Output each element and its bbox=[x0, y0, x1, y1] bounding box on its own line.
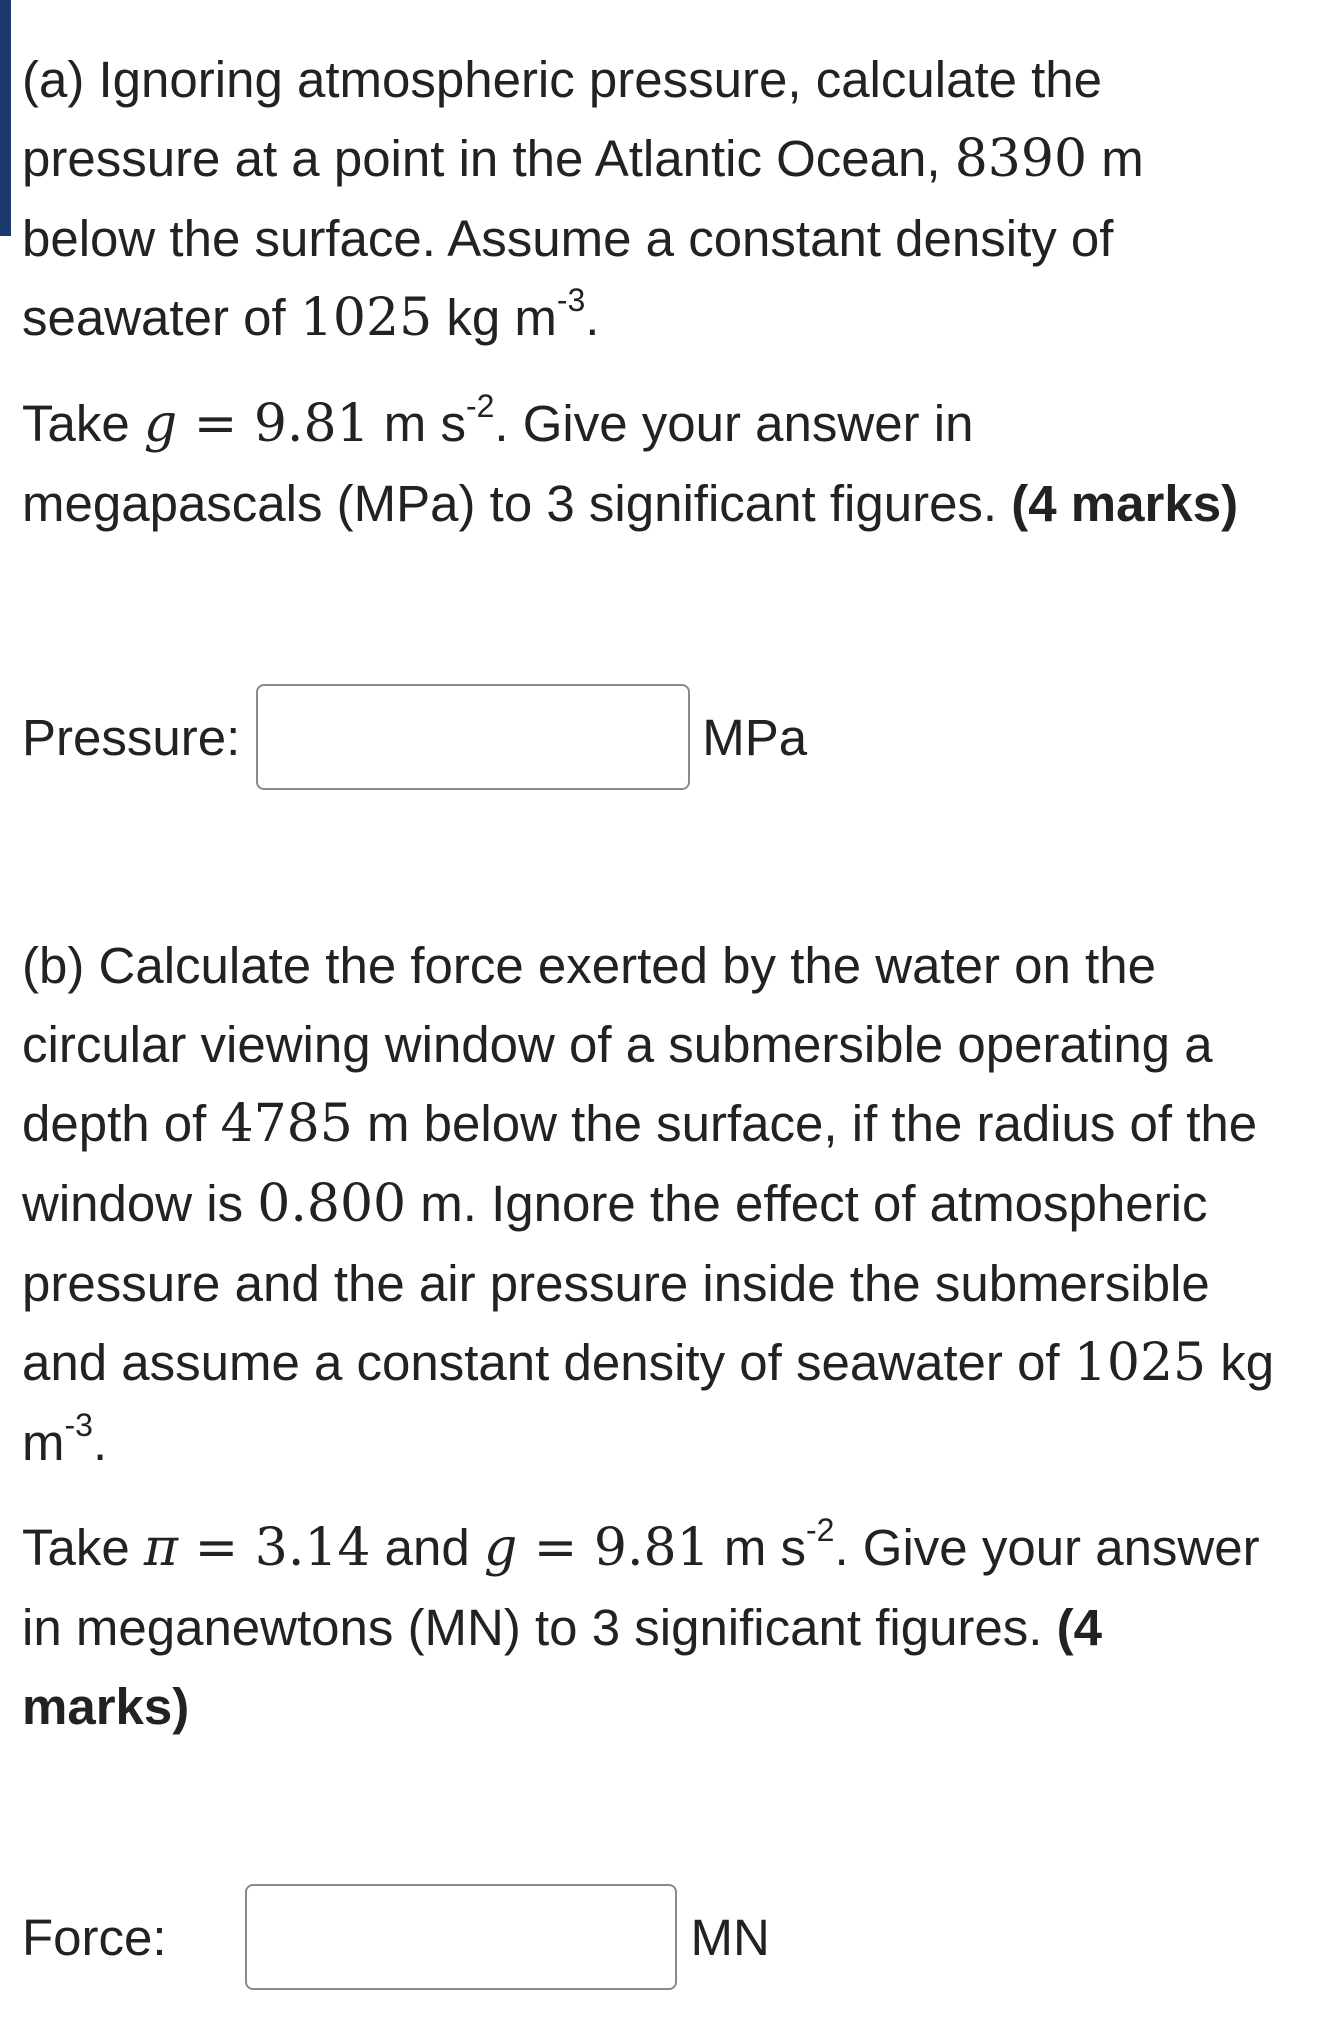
g-symbol: g bbox=[483, 1518, 518, 1578]
density-exponent: -3 bbox=[556, 282, 586, 318]
part-b-text: and bbox=[370, 1519, 484, 1576]
equals-sign: = bbox=[178, 1518, 255, 1578]
density-value: 1025 bbox=[1073, 1333, 1207, 1393]
part-a-line-4 bbox=[22, 278, 1312, 358]
part-b-text: (b) Calculate the force exerted by the water on the bbox=[22, 937, 1156, 994]
part-a-line-6 bbox=[22, 464, 1312, 543]
accent-bar bbox=[0, 0, 11, 236]
marks-label: (4 bbox=[1056, 1599, 1102, 1656]
part-b-text: in meganewtons (MN) to 3 significant figures. bbox=[22, 1599, 1057, 1656]
density-exponent: -3 bbox=[64, 1407, 93, 1443]
marks-label: (4 marks) bbox=[1011, 475, 1239, 532]
part-b-line-2 bbox=[22, 1005, 1322, 1084]
density-unit: m bbox=[22, 1414, 65, 1471]
equals-sign: = bbox=[517, 1518, 594, 1578]
part-a-text: seawater of bbox=[22, 289, 300, 346]
g-symbol: g bbox=[143, 394, 178, 454]
part-b-text: window is bbox=[22, 1175, 258, 1232]
pi-symbol: π bbox=[143, 1518, 179, 1578]
depth-value: 4785 bbox=[220, 1094, 353, 1154]
force-answer-row bbox=[22, 1884, 770, 1990]
g-value: 9.81 bbox=[253, 394, 370, 454]
pressure-input[interactable] bbox=[256, 684, 690, 790]
part-b-line-7 bbox=[22, 1403, 1322, 1482]
g-unit: m s bbox=[709, 1519, 806, 1576]
g-value: 9.81 bbox=[593, 1518, 710, 1578]
force-unit: MN bbox=[690, 1908, 770, 1966]
part-b-line-6 bbox=[22, 1323, 1322, 1403]
pressure-unit: MPa bbox=[702, 708, 808, 766]
part-a-line-5 bbox=[22, 384, 1312, 464]
equals-sign: = bbox=[177, 394, 254, 454]
density-unit: kg m bbox=[432, 289, 557, 346]
part-b-text: m below the surface, if the radius of the bbox=[352, 1095, 1258, 1152]
density-unit: kg bbox=[1206, 1334, 1275, 1391]
part-b-text: pressure and the air pressure inside the submersible bbox=[22, 1255, 1210, 1312]
force-label: Force: bbox=[22, 1908, 167, 1966]
part-b-line-8 bbox=[22, 1508, 1322, 1588]
part-b-text: depth of bbox=[22, 1095, 221, 1152]
part-b-text: m. Ignore the effect of atmospheric bbox=[406, 1175, 1208, 1232]
part-b-line-1 bbox=[22, 926, 1322, 1005]
depth-value: 8390 bbox=[954, 129, 1088, 189]
pressure-label: Pressure: bbox=[22, 708, 241, 766]
g-unit: m s bbox=[369, 395, 466, 452]
g-exponent: -2 bbox=[465, 388, 495, 424]
part-b-line-9 bbox=[22, 1588, 1322, 1667]
depth-unit: m bbox=[1087, 130, 1144, 187]
marks-label: marks) bbox=[22, 1678, 190, 1735]
pi-value: 3.14 bbox=[254, 1518, 371, 1578]
part-b-text: . Give your answer bbox=[834, 1519, 1260, 1576]
part-a-line-3 bbox=[22, 199, 1312, 278]
part-a-line-2 bbox=[22, 119, 1312, 199]
part-b-question bbox=[22, 926, 1322, 1746]
pressure-answer-row bbox=[22, 684, 807, 790]
part-b-text: Take bbox=[22, 1519, 144, 1576]
part-a-text: megapascals (MPa) to 3 significant figures. bbox=[22, 475, 1012, 532]
part-a-text: Take bbox=[22, 395, 144, 452]
density-value: 1025 bbox=[299, 288, 433, 348]
part-a-line-1 bbox=[22, 40, 1312, 119]
part-a-text: . Give your answer in bbox=[494, 395, 974, 452]
g-exponent: -2 bbox=[806, 1512, 835, 1548]
radius-value: 0.800 bbox=[257, 1174, 407, 1234]
part-a-text: pressure at a point in the Atlantic Ocean, bbox=[22, 130, 955, 187]
part-a-text: below the surface. Assume a constant density of bbox=[22, 210, 1114, 267]
punctuation: . bbox=[585, 289, 600, 346]
part-b-text: circular viewing window of a submersible operating a bbox=[22, 1016, 1213, 1073]
part-b-line-5 bbox=[22, 1244, 1322, 1323]
part-b-text: and assume a constant density of seawater of bbox=[22, 1334, 1074, 1391]
part-b-line-4 bbox=[22, 1164, 1322, 1244]
punctuation: . bbox=[92, 1414, 108, 1471]
part-a-question bbox=[22, 40, 1312, 543]
part-b-line-3 bbox=[22, 1084, 1322, 1164]
part-b-line-10 bbox=[22, 1667, 1322, 1746]
part-a-text: (a) Ignoring atmospheric pressure, calculate the bbox=[22, 51, 1103, 108]
force-input[interactable] bbox=[245, 1884, 677, 1990]
